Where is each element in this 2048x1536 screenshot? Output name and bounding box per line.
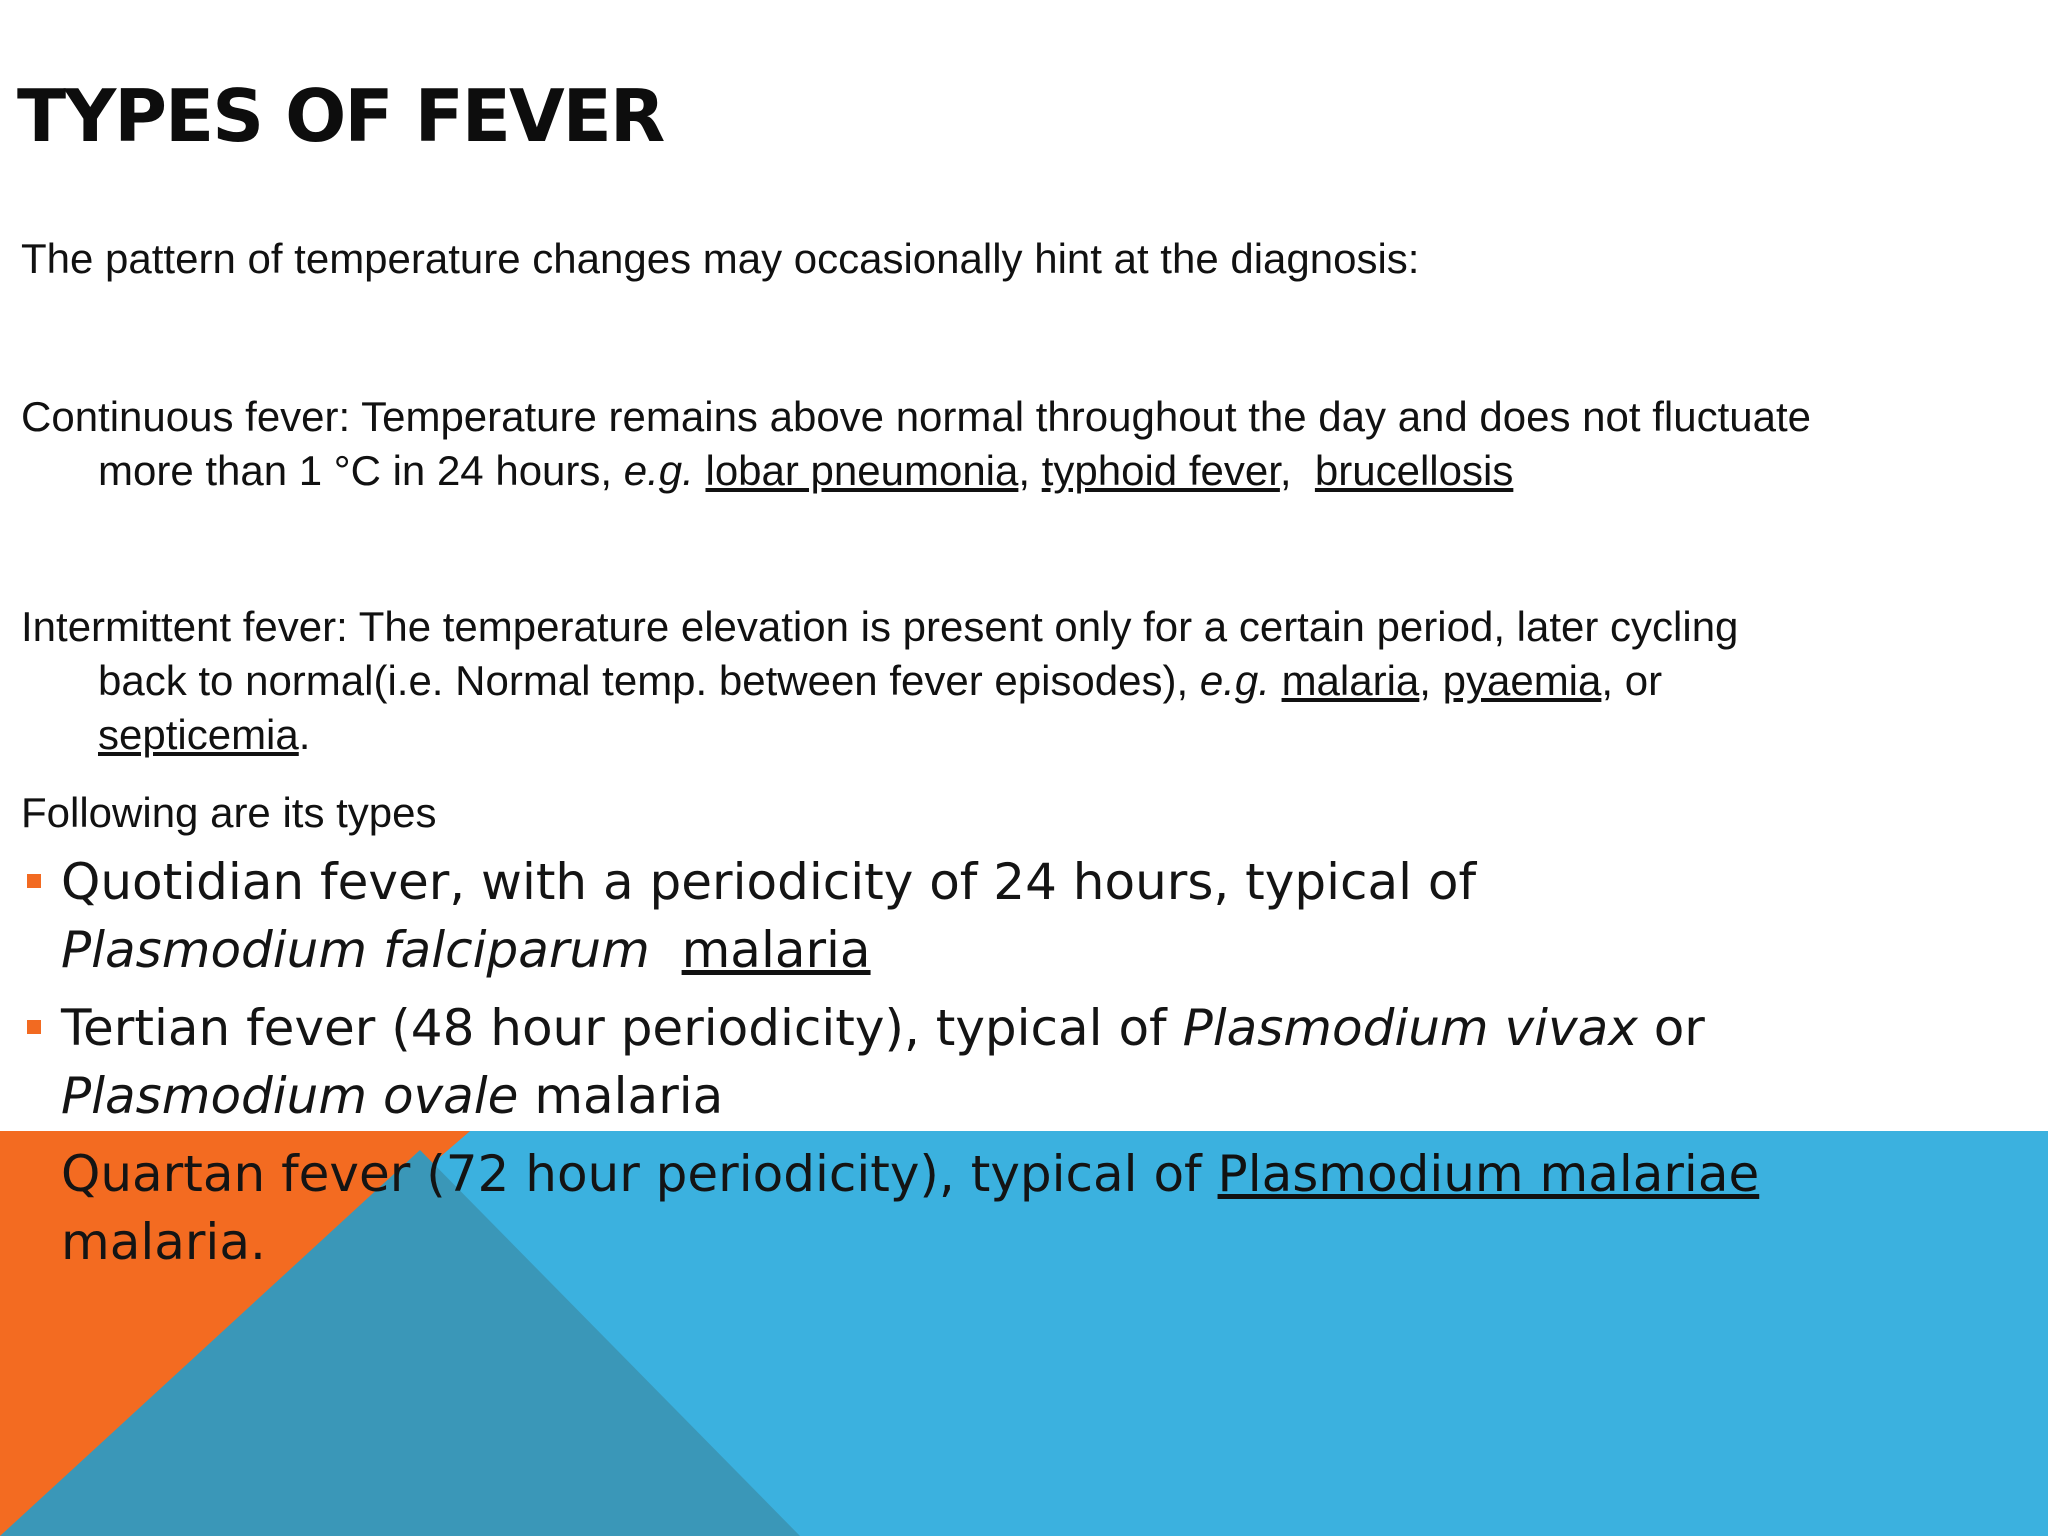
following-types-label: Following are its types bbox=[21, 789, 437, 836]
or-word: or bbox=[1624, 657, 1663, 704]
bullet-text: or bbox=[1637, 999, 1705, 1057]
intermittent-fever-text: Intermittent fever: The temperature elevation is present only for a certain period, later cycling back to normal(i.e. Normal temp. between fever episodes), bbox=[21, 603, 1739, 704]
link-typhoid-fever[interactable]: typhoid fever bbox=[1041, 447, 1280, 494]
bullet-text: malaria. bbox=[61, 1213, 266, 1271]
link-septicemia[interactable]: septicemia bbox=[98, 711, 299, 758]
bullet-italic: Plasmodium falciparum bbox=[61, 921, 650, 979]
bullet-text: Tertian fever (48 hour periodicity), typical of bbox=[61, 999, 1183, 1057]
intro-text: The pattern of temperature changes may occasionally hint at the diagnosis: bbox=[21, 235, 1420, 282]
slide-title: TYPES OF FEVER bbox=[17, 74, 664, 158]
link-brucellosis[interactable]: brucellosis bbox=[1314, 447, 1514, 494]
bullet-text: Quotidian fever, with a periodicity of 24 hours, typical of bbox=[61, 853, 1477, 911]
bullet-square-icon bbox=[27, 874, 41, 888]
list-item bbox=[21, 848, 1781, 984]
continuous-fever-paragraph: Continuous fever: Temperature remains above normal throughout the day and does not fluctuate more than 1 °C in 24 hours, e.g. lobar pneumonia, typhoid fever, brucellosis bbox=[21, 393, 1812, 494]
bullet-italic: Plasmodium ovale bbox=[61, 1067, 519, 1125]
link-pyaemia[interactable]: pyaemia bbox=[1442, 657, 1602, 704]
link-malaria[interactable]: malaria bbox=[1281, 657, 1420, 704]
intermittent-fever-paragraph: Intermittent fever: The temperature elevation is present only for a certain period, later cycling back to normal(i.e. Normal temp. between fever episodes), e.g. malaria, pyaemia, or septicemia. bbox=[21, 603, 1739, 758]
continuous-fever-text: Continuous fever: Temperature remains above normal throughout the day and does not fluctuate more than 1 °C in 24 hours, bbox=[21, 393, 1812, 494]
eg-label: e.g. bbox=[1199, 657, 1270, 704]
link-lobar-pneumonia[interactable]: lobar pneumonia bbox=[705, 447, 1019, 494]
fever-types-list bbox=[21, 848, 1781, 1286]
bullet-square-icon bbox=[27, 1020, 41, 1034]
bullet-text: malaria bbox=[518, 1067, 724, 1125]
bullet-square-icon bbox=[27, 1166, 41, 1180]
bullet-text: Quartan fever (72 hour periodicity), typical of bbox=[61, 1145, 1218, 1203]
link-malaria-bullet[interactable]: malaria bbox=[681, 921, 871, 979]
link-plasmodium-malariae[interactable]: Plasmodium malariae bbox=[1217, 1145, 1760, 1203]
list-item bbox=[21, 994, 1781, 1130]
list-item bbox=[21, 1140, 1781, 1276]
eg-label: e.g. bbox=[623, 447, 694, 494]
bullet-italic: Plasmodium vivax bbox=[1182, 999, 1638, 1057]
